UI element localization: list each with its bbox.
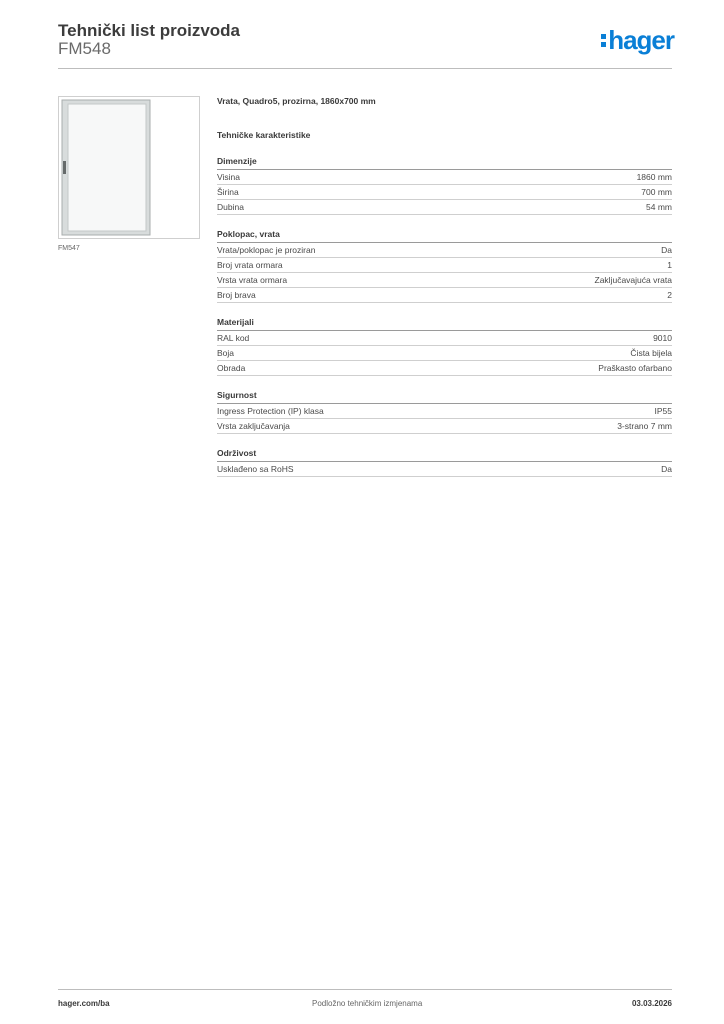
section-title: Poklopac, vrata — [217, 229, 672, 243]
spec-value: Da — [661, 245, 672, 255]
section-title: Sigurnost — [217, 390, 672, 404]
spec-label: Širina — [217, 187, 239, 197]
spec-row — [217, 185, 672, 200]
footer-note: Podložno tehničkim izmjenama — [312, 999, 423, 1008]
spec-row — [217, 346, 672, 361]
spec-content — [217, 96, 672, 477]
spec-label: Broj vrata ormara — [217, 260, 283, 270]
spec-row — [217, 273, 672, 288]
spec-label: Ingress Protection (IP) klasa — [217, 406, 324, 416]
logo-dots-icon — [601, 34, 606, 47]
spec-section — [217, 229, 672, 303]
spec-row — [217, 462, 672, 477]
spec-value: 700 mm — [641, 187, 672, 197]
spec-value: 9010 — [653, 333, 672, 343]
spec-sections — [217, 156, 672, 477]
spec-value: 3-strano 7 mm — [617, 421, 672, 431]
page-title: Tehnički list proizvoda — [58, 21, 240, 40]
section-title: Dimenzije — [217, 156, 672, 170]
product-image — [58, 96, 200, 239]
tech-heading: Tehničke karakteristike — [217, 130, 311, 140]
spec-section — [217, 156, 672, 215]
spec-value: 2 — [667, 290, 672, 300]
spec-row — [217, 419, 672, 434]
spec-label: RAL kod — [217, 333, 250, 343]
spec-label: Boja — [217, 348, 235, 358]
spec-value: Čista bijela — [630, 348, 672, 358]
spec-value: Praškasto ofarbano — [598, 363, 672, 373]
spec-value: 1860 mm — [636, 172, 672, 182]
spec-row — [217, 361, 672, 376]
spec-value: 54 mm — [646, 202, 672, 212]
spec-label: Broj brava — [217, 290, 256, 300]
spec-value: IP55 — [654, 406, 672, 416]
spec-row — [217, 170, 672, 185]
section-title: Materijali — [217, 317, 672, 331]
spec-label: Dubina — [217, 202, 244, 212]
spec-row — [217, 258, 672, 273]
spec-value: Zaključavajuća vrata — [594, 275, 672, 285]
header-divider — [58, 68, 672, 69]
spec-label: Vrata/poklopac je proziran — [217, 245, 316, 255]
product-name: Vrata, Quadro5, prozirna, 1860x700 mm — [217, 96, 376, 106]
spec-label: Vrsta zaključavanja — [217, 421, 290, 431]
spec-label: Vrsta vrata ormara — [217, 275, 288, 285]
footer-website: hager.com/ba — [58, 999, 110, 1008]
footer-divider — [58, 989, 672, 990]
spec-row — [217, 243, 672, 258]
spec-row — [217, 404, 672, 419]
spec-label: Usklađeno sa RoHS — [217, 464, 294, 474]
product-code: FM548 — [58, 39, 111, 58]
footer-date: 03.03.2026 — [631, 999, 672, 1008]
spec-value: Da — [661, 464, 672, 474]
image-caption: FM547 — [58, 245, 80, 252]
spec-row — [217, 288, 672, 303]
spec-row — [217, 200, 672, 215]
spec-row — [217, 331, 672, 346]
glass-door-icon — [59, 97, 199, 238]
spec-value: 1 — [667, 260, 672, 270]
spec-section — [217, 448, 672, 477]
hager-logo — [601, 27, 674, 53]
section-title: Održivost — [217, 448, 672, 462]
spec-section — [217, 317, 672, 376]
logo-text: hager — [608, 25, 674, 55]
spec-label: Visina — [217, 172, 240, 182]
spec-section — [217, 390, 672, 434]
spec-label: Obrada — [217, 363, 246, 373]
